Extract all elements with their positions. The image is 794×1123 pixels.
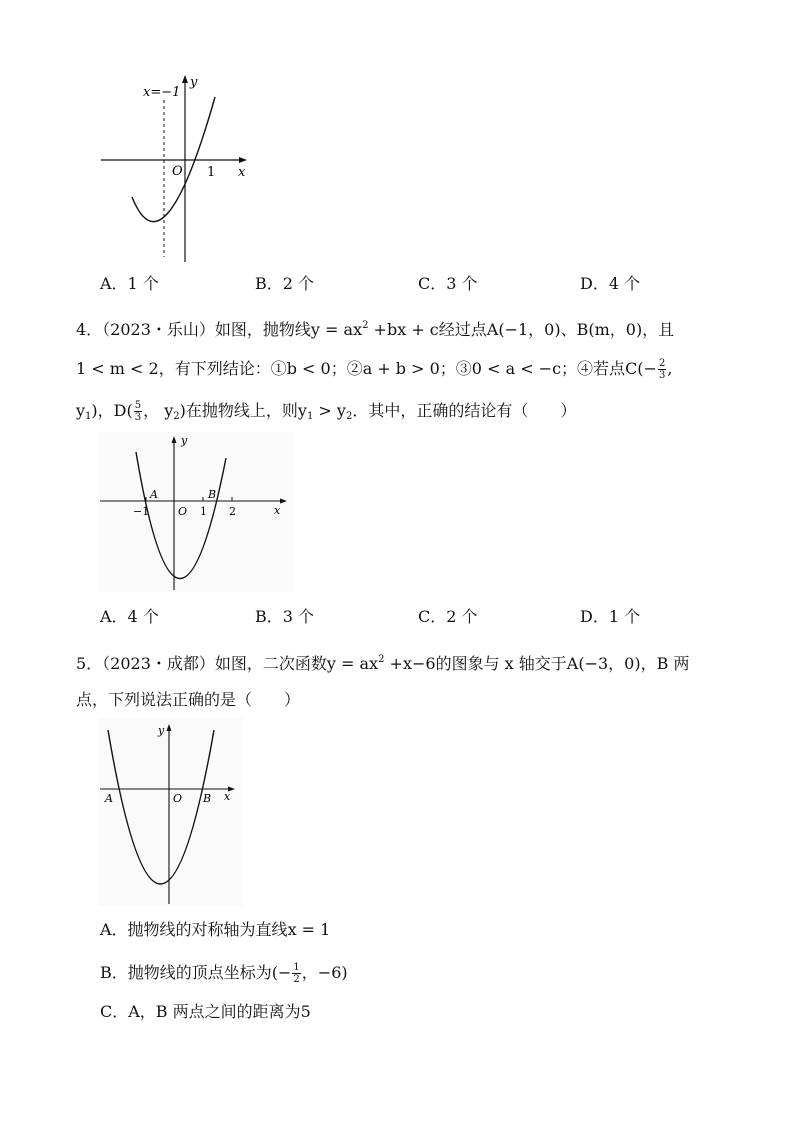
fraction-c: $\frac{2}{3}$ (658, 358, 666, 381)
q4-option-b[interactable]: B．3 个 (255, 607, 315, 626)
q5-line-2: 点，下列说法正确的是（ ） (76, 690, 301, 709)
label-x-axis: x (274, 504, 281, 517)
label-one: 1 (207, 165, 216, 180)
label-origin: O (178, 505, 188, 518)
q4-prefix: 4．（2023・乐山）如图，抛物线 (76, 320, 311, 339)
label-y-axis: y (181, 434, 188, 447)
q4-line-3: $y_1$)，D( $\frac{5}{3}$ ， $y_2$)在抛物线上，则$y_1 > y_2$．其中，正确的结论有（ ） (76, 400, 577, 423)
parabola-curve (132, 97, 215, 222)
graph-1 (95, 72, 260, 267)
label-point-b: B (203, 792, 212, 805)
q4-conditions: 1 < m < 2，有下列结论：①b < 0；②a + b > 0；③0 < a < −c；④若点 (76, 359, 626, 378)
q4-equation: $y = ax^2 +bx + c$ (310, 320, 439, 339)
q5-equation: $y = ax^2 +x-6$ (326, 654, 436, 673)
graph-3 (98, 718, 243, 906)
q5-prefix: 5．（2023・成都）如图，二次函数 (76, 654, 327, 673)
q3-option-c[interactable]: C．3 个 (418, 274, 478, 293)
label-x-axis: x (238, 165, 246, 180)
label-point-a: A (150, 488, 158, 501)
label-y-axis: y (190, 75, 198, 90)
label-two: 2 (229, 505, 236, 518)
label-origin: O (173, 792, 183, 805)
q5-option-a[interactable]: A．抛物线的对称轴为直线x = 1 (100, 920, 331, 939)
graph-2 (98, 432, 293, 592)
q5-rest: 的图象与 x 轴交于 (435, 654, 567, 673)
q4-option-c[interactable]: C．2 个 (418, 607, 478, 626)
x-axis-arrow (239, 157, 247, 163)
label-one: 1 (200, 505, 207, 518)
label-symmetry: x=−1 (143, 85, 181, 100)
label-minus-one: −1 (133, 505, 150, 518)
label-y-axis: y (158, 724, 165, 737)
q3-option-a[interactable]: A．1 个 (100, 274, 159, 293)
q4-line-2: 1 < m < 2，有下列结论：①b < 0；②a + b > 0；③0 < a < −c；④若点C(− $\frac{2}{3}$ , (76, 358, 673, 381)
fraction-d: $\frac{5}{3}$ (134, 400, 142, 423)
q5-line-1 (76, 650, 689, 674)
q4-line-1 (76, 316, 674, 340)
q4-option-a[interactable]: A．4 个 (100, 607, 159, 626)
q5-end: ，B 两 (640, 654, 690, 673)
label-origin: O (172, 164, 183, 179)
q3-option-b[interactable]: B．2 个 (255, 274, 315, 293)
label-point-a: A (105, 792, 113, 805)
q5-option-b[interactable]: B．抛物线的顶点坐标为(− $\frac{1}{2}$ ，−6) (100, 962, 348, 985)
q4-mid: 经过点 (438, 320, 487, 339)
y-axis-arrow (182, 75, 188, 83)
fraction-b: $\frac{1}{2}$ (293, 962, 300, 985)
label-x-axis: x (224, 790, 231, 803)
q3-option-d[interactable]: D．4 个 (580, 274, 641, 293)
q4-option-d[interactable]: D．1 个 (580, 607, 641, 626)
q4-point-c: C(− (625, 359, 657, 378)
q5-option-c[interactable]: C．A，B 两点之间的距离为5 (100, 1002, 311, 1021)
q4-points: A(−1，0)、B(m，0)，且 (486, 320, 675, 339)
label-point-b: B (208, 488, 217, 501)
q5-point-a: A(−3，0) (566, 654, 641, 673)
